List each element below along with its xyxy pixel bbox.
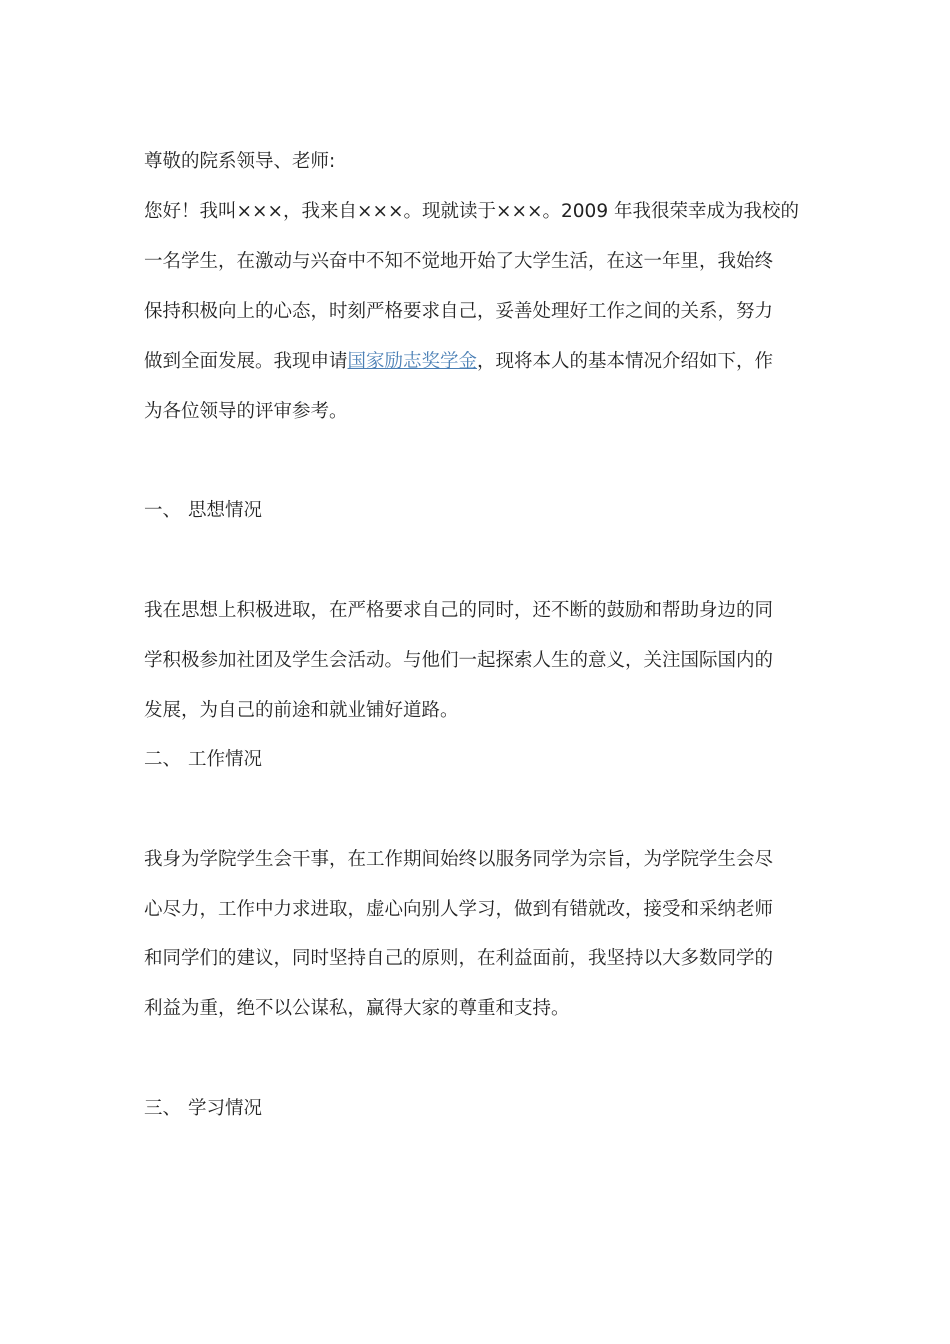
- section-title: 思想情况: [188, 500, 263, 521]
- work-line-1: 我身为学院学生会干事，在工作期间始终以服务同学为宗旨，为学院学生会尽: [144, 849, 774, 870]
- intro-line-5: 为各位领导的评审参考。: [144, 401, 348, 422]
- intro-line-4-start: 做到全面发展。我现申请: [144, 351, 348, 372]
- work-line-2: 心尽力，工作中力求进取，虚心向别人学习，做到有错就改，接受和采纳老师: [144, 899, 774, 920]
- intro-line-4: [144, 349, 804, 375]
- intro-line-4-end: ，现将本人的基本情况介绍如下，作: [477, 351, 774, 372]
- intro-line-3: 保持积极向上的心态，时刻严格要求自己，妥善处理好工作之间的关系，努力: [144, 301, 774, 322]
- section-title: 学习情况: [188, 1098, 263, 1119]
- section-number: 三、: [144, 1098, 182, 1119]
- section-heading-thought: [144, 498, 804, 524]
- section-number: 一、: [144, 500, 182, 521]
- work-line-3: 和同学们的建议，同时坚持自己的原则，在利益面前，我坚持以大多数同学的: [144, 948, 774, 969]
- section-heading-study: [144, 1096, 804, 1122]
- section-title: 工作情况: [188, 749, 263, 770]
- scholarship-link[interactable]: 国家励志奖学金: [347, 351, 478, 372]
- work-line-4: 利益为重，绝不以公谋私，赢得大家的尊重和支持。: [144, 998, 570, 1019]
- thought-line-1: 我在思想上积极进取，在严格要求自己的同时，还不断的鼓励和帮助身边的同: [144, 600, 774, 621]
- thought-line-2: 学积极参加社团及学生会活动。与他们一起探索人生的意义，关注国际国内的: [144, 650, 774, 671]
- section-heading-work: [144, 747, 804, 773]
- intro-line-2: 一名学生，在激动与兴奋中不知不觉地开始了大学生活，在这一年里，我始终: [144, 251, 774, 272]
- thought-line-3: 发展，为自己的前途和就业铺好道路。: [144, 700, 459, 721]
- intro-line-1: 您好！我叫×××，我来自×××。现就读于×××。2009 年我很荣幸成为我校的: [144, 201, 799, 222]
- section-number: 二、: [144, 749, 182, 770]
- greeting: 尊敬的院系领导、老师:: [144, 151, 336, 172]
